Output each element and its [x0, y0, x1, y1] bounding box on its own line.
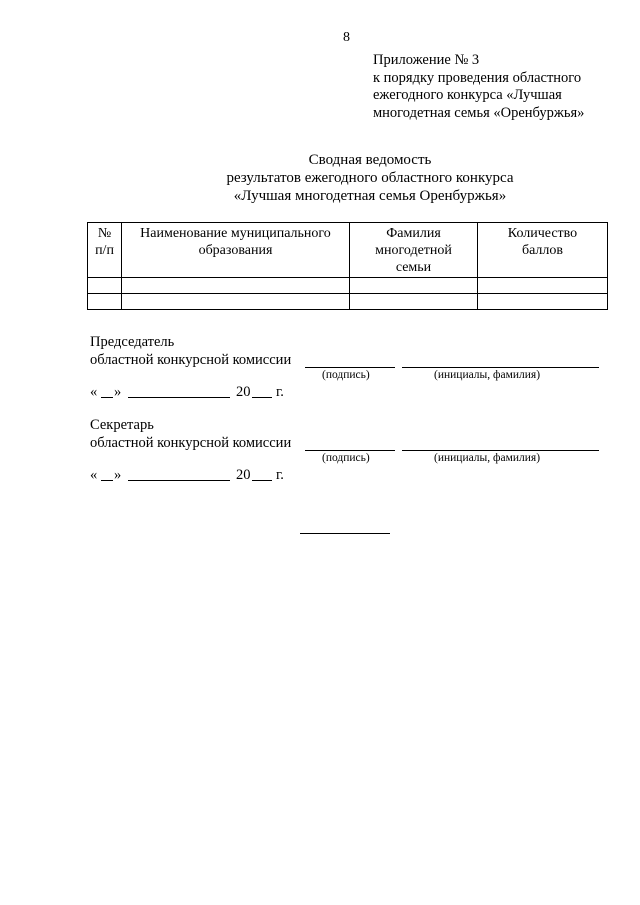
chairman-month-line[interactable] — [128, 397, 230, 398]
results-table — [87, 222, 608, 310]
title-line: результатов ежегодного областного конкурса — [226, 170, 514, 186]
header-cell-score — [478, 223, 608, 278]
chairman-signature-caption: (подпись) — [322, 369, 370, 381]
appendix-line: к порядку проведения областного — [373, 69, 582, 86]
header-text: № — [97, 226, 112, 241]
secretary-day-line[interactable] — [101, 480, 113, 481]
table-row — [88, 294, 608, 310]
table-cell[interactable] — [88, 294, 122, 310]
header-text: п/п — [95, 243, 114, 258]
page-number: 8 — [343, 30, 350, 45]
table-row — [88, 278, 608, 294]
chairman-year-prefix: 20 — [236, 384, 251, 400]
appendix-header — [373, 52, 584, 122]
secretary-date-open-quote: « — [90, 467, 98, 483]
table-cell[interactable] — [122, 294, 350, 310]
header-cell-municipality — [122, 223, 350, 278]
secretary-year-suffix: г. — [276, 467, 284, 483]
appendix-line: ежегодного конкурса «Лучшая — [373, 87, 562, 103]
secretary-year-prefix: 20 — [236, 467, 251, 483]
header-text: многодетной — [375, 243, 452, 258]
chairman-name-line[interactable] — [402, 367, 599, 368]
table-cell[interactable] — [478, 294, 608, 310]
chairman-signature-line[interactable] — [305, 367, 395, 368]
chairman-year-suffix: г. — [276, 384, 284, 400]
table-cell[interactable] — [88, 278, 122, 294]
table-cell[interactable] — [350, 294, 478, 310]
secretary-commission-label: областной конкурсной комиссии — [90, 435, 292, 451]
chairman-title: Председатель — [90, 334, 175, 350]
chairman-commission-label: областной конкурсной комиссии — [90, 352, 292, 368]
secretary-name-line[interactable] — [402, 450, 599, 451]
table-cell[interactable] — [122, 278, 350, 294]
title-line: Сводная ведомость — [308, 152, 432, 168]
secretary-year-line[interactable] — [252, 480, 272, 481]
chairman-date-close-quote: » — [114, 384, 122, 400]
chairman-date-open-quote: « — [90, 384, 98, 400]
header-text: семьи — [395, 260, 432, 275]
header-text: образования — [198, 243, 273, 258]
appendix-line: Приложение № 3 — [373, 52, 480, 68]
secretary-signature-line[interactable] — [305, 450, 395, 451]
table-cell[interactable] — [478, 278, 608, 294]
secretary-signature-caption: (подпись) — [322, 452, 370, 464]
header-text: Фамилия — [386, 226, 441, 241]
end-of-document-divider — [300, 533, 390, 534]
chairman-day-line[interactable] — [101, 397, 113, 398]
table-cell[interactable] — [350, 278, 478, 294]
header-text: Наименование муниципального — [140, 226, 331, 241]
header-cell-family — [350, 223, 478, 278]
document-title — [0, 151, 640, 205]
chairman-year-line[interactable] — [252, 397, 272, 398]
secretary-month-line[interactable] — [128, 480, 230, 481]
header-cell-number — [88, 223, 122, 278]
secretary-date-close-quote: » — [114, 467, 122, 483]
title-line: «Лучшая многодетная семья Оренбуржья» — [233, 188, 507, 204]
secretary-title: Секретарь — [90, 417, 154, 433]
header-text: баллов — [521, 243, 564, 258]
secretary-name-caption: (инициалы, фамилия) — [434, 452, 541, 464]
appendix-line: многодетная семья «Оренбуржья» — [373, 104, 585, 121]
table-header-row — [88, 223, 608, 278]
header-text: Количество — [507, 226, 578, 241]
chairman-name-caption: (инициалы, фамилия) — [434, 369, 541, 381]
